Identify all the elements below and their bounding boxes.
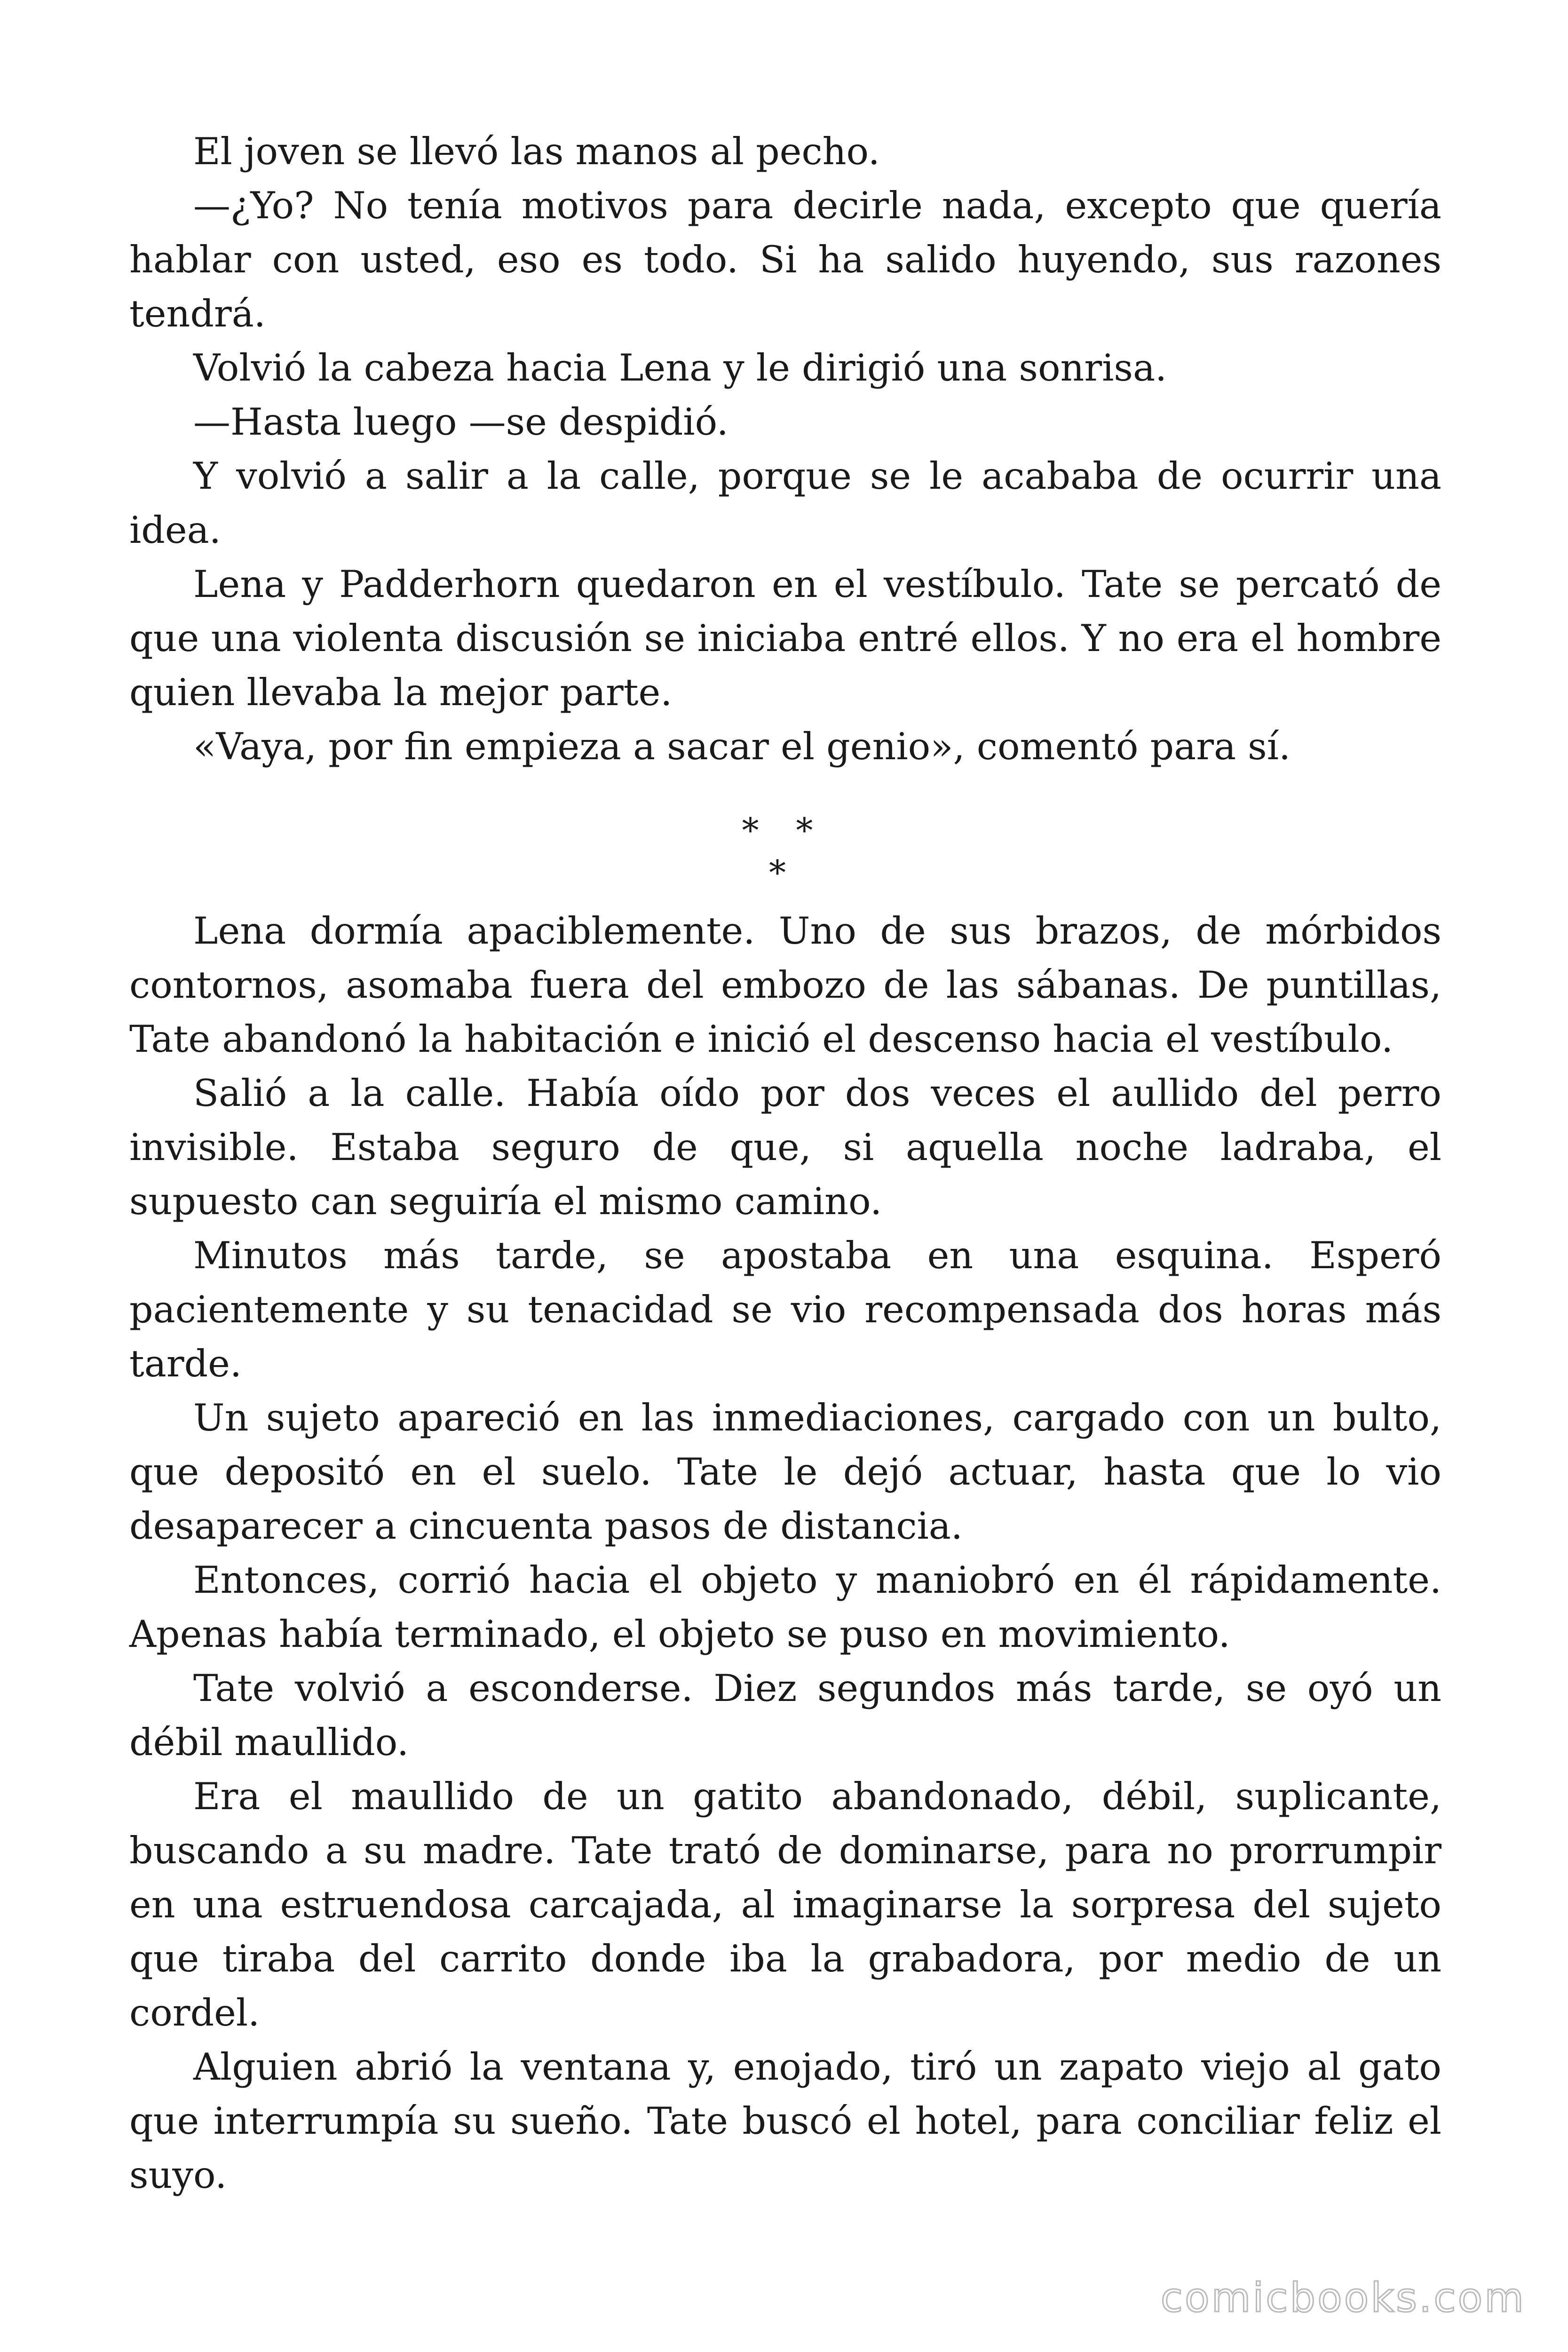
paragraph: Minutos más tarde, se apostaba en una esquina. Esperó pacientemente y su tenacidad se vio recompensada dos horas más tarde. <box>129 1234 1441 1385</box>
paragraph: —¿Yo? No tenía motivos para decirle nada, excepto que quería hablar con usted, eso es todo. Si ha salido huyendo, sus razones tendrá. <box>129 184 1441 335</box>
paragraph: Era el maullido de un gatito abandonado, débil, suplicante, buscando a su madre. Tate trató de dominarse, para no prorrumpir en una estruendosa carcajada, al imaginarse la sorpresa del sujeto que tiraba del carrito donde iba la grabadora, por medio de un cordel. <box>129 1775 1441 2034</box>
text-section-1 <box>129 125 1441 774</box>
paragraph: —Hasta luego —se despidió. <box>193 400 729 444</box>
paragraph: Salió a la calle. Había oído por dos veces el aullido del perro invisible. Estaba seguro de que, si aquella noche ladraba, el supuesto can seguiría el mismo camino. <box>129 1072 1441 1223</box>
paragraph: Lena y Padderhorn quedaron en el vestíbulo. Tate se percató de que una violenta discusión se iniciaba entré ellos. Y no era el hombre quien llevaba la mejor parte. <box>129 563 1441 714</box>
paragraph: Entonces, corrió hacia el objeto y maniobró en él rápidamente. Apenas había terminado, el objeto se puso en movimiento. <box>129 1558 1441 1656</box>
watermark: comicbooks.com <box>1160 2274 1526 2321</box>
paragraph: «Vaya, por fin empieza a sacar el genio», comentó para sí. <box>193 725 1291 768</box>
text-section-2 <box>129 904 1441 2202</box>
paragraph: Un sujeto apareció en las inmediaciones, cargado con un bulto, que depositó en el suelo. Tate le dejó actuar, hasta que lo vio desaparecer a cincuenta pasos de distancia. <box>129 1396 1441 1548</box>
paragraph: Y volvió a salir a la calle, porque se le acababa de ocurrir una idea. <box>129 454 1441 552</box>
paragraph: Lena dormía apaciblemente. Uno de sus brazos, de mórbidos contornos, asomaba fuera del embozo de las sábanas. De puntillas, Tate abandonó la habitación e inició el descenso hacia el vestíbulo. <box>129 909 1441 1061</box>
paragraph: Alguien abrió la ventana y, enojado, tiró un zapato viejo al gato que interrumpía su sueño. Tate buscó el hotel, para conciliar feliz el suyo. <box>129 2045 1441 2197</box>
paragraph: Volvió la cabeza hacia Lena y le dirigió una sonrisa. <box>193 346 1167 389</box>
section-separator: * * * <box>742 810 826 892</box>
paragraph: El joven se llevó las manos al pecho. <box>193 130 880 173</box>
paragraph: Tate volvió a esconderse. Diez segundos más tarde, se oyó un débil maullido. <box>129 1667 1441 1764</box>
